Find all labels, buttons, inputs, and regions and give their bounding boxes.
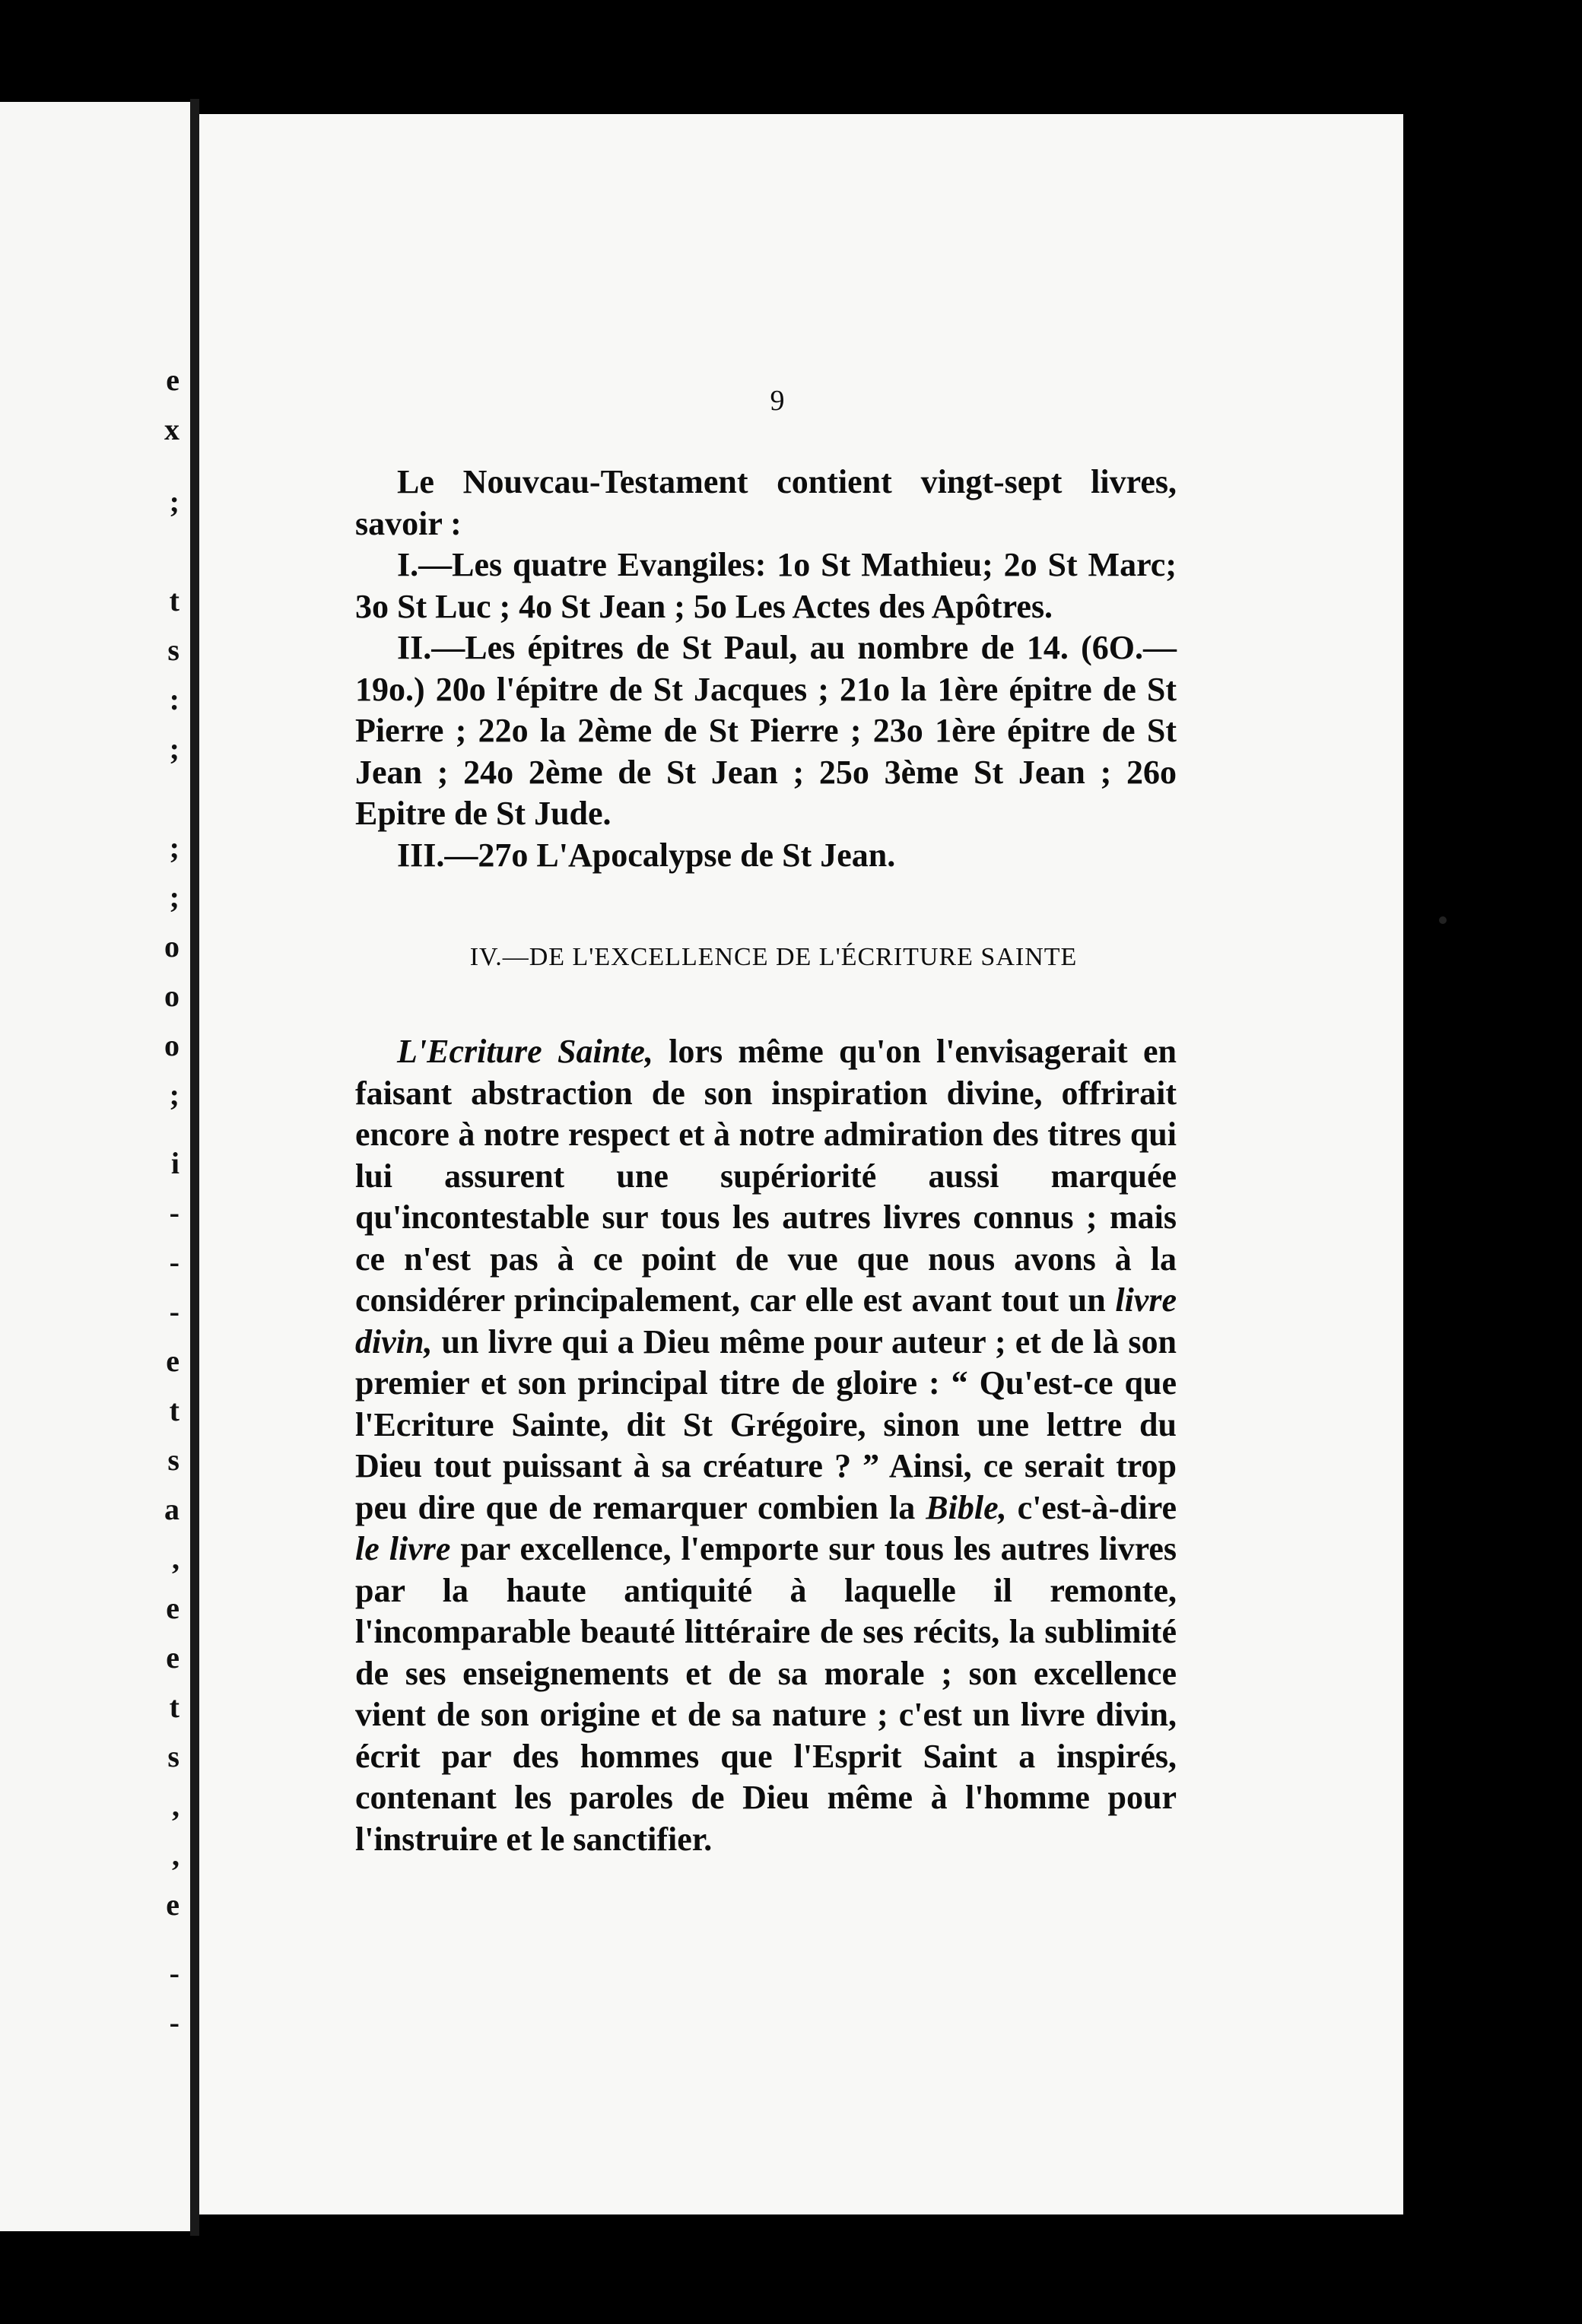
paragraph-gospels: I.—Les quatre Evangiles: 1o St Mathieu; 2o St Marc; 3o St Luc ; 4o St Jean ; 5o Les Actes des Apôtres.: [355, 546, 1177, 625]
left-page-fragment: ,: [172, 1838, 179, 1872]
left-page-fragment: x: [164, 412, 179, 446]
body-text-1: lors même qu'on l'envisagerait en faisant abstraction de son inspiration divine, offrirait encore à notre respect et à notre admiration des titres qui lui assurent une supériorité aussi marquée qu'incontestable sur tous les autres livres connus ; mais ce n'est pas à ce point de vue que nous avons à la considérer principalement, car elle est avant tout un: [355, 1033, 1177, 1319]
left-page-fragment: ;: [169, 880, 179, 914]
left-page-fragment: e: [166, 1887, 179, 1922]
body-text-2: un livre qui a Dieu même pour auteur ; et de là son premier et son principal titre de gloire : “ Qu'est-ce que l'Ecriture Sainte, dit St Grégoire, sinon une lettre du Dieu tout puissant à sa créature ? ” Ainsi, ce serait trop peu dire que de remarquer combien la: [355, 1322, 1177, 1526]
left-page-fragment: :: [169, 682, 179, 716]
left-page-fragment: s: [167, 633, 179, 667]
paragraph-new-testament: Le Nouvcau-Testament contient vingt-sept livres, savoir :: [355, 463, 1177, 542]
page-number: 9: [770, 385, 785, 417]
left-page-fragment: ;: [169, 1078, 179, 1112]
body-text-3: c'est-à-dire: [1006, 1488, 1177, 1526]
italic-le-livre: le livre: [355, 1530, 451, 1567]
left-page-edge: [0, 102, 190, 2231]
left-page-fragment: -: [169, 1195, 179, 1230]
left-page-fragment: e: [166, 1344, 179, 1378]
left-page-fragment: -: [169, 1245, 179, 1279]
left-page-fragment: a: [164, 1492, 179, 1526]
left-page-fragment: s: [167, 1443, 179, 1477]
page-content: [355, 384, 1177, 1860]
left-page-fragment: e: [166, 1591, 179, 1625]
paragraph-excellence: [355, 1031, 1177, 1860]
left-page-fragment: ,: [172, 1789, 179, 1823]
left-page-fragment: -: [169, 1294, 179, 1329]
left-page-fragment: e: [166, 1640, 179, 1675]
left-page-fragment: t: [169, 1393, 179, 1427]
left-page-fragment: e: [166, 363, 179, 397]
left-page-fragment: o: [164, 979, 179, 1013]
left-page-fragment: i: [170, 1146, 179, 1180]
left-page-fragment: ,: [172, 1541, 179, 1576]
italic-bible: Bible,: [926, 1488, 1007, 1526]
paper-speck: [1439, 916, 1447, 924]
italic-ecriture-sainte: L'Ecriture Sainte,: [397, 1033, 653, 1070]
left-page-fragment: t: [169, 583, 179, 618]
section-heading: IV.—DE L'EXCELLENCE DE L'ÉCRITURE SAINTE: [469, 943, 1078, 971]
left-page-fragment: ;: [169, 484, 179, 519]
left-page-fragment: o: [164, 929, 179, 964]
left-page-fragment: s: [167, 1739, 179, 1773]
italic-livre-divin: livre divin,: [355, 1281, 1177, 1360]
book-gutter: [190, 99, 199, 2236]
left-page-fragment: -: [169, 2005, 179, 2040]
right-page: [199, 114, 1403, 2214]
paragraph-apocalypse: III.—27o L'Apocalypse de St Jean.: [397, 836, 896, 874]
left-page-fragment: -: [169, 1956, 179, 1990]
left-page-fragment: t: [169, 1690, 179, 1724]
left-page-fragment: ;: [169, 830, 179, 865]
body-text-4: par excellence, l'emporte sur tous les autres livres par la haute antiquité à laquelle il remonte, l'incomparable beauté littéraire de ses récits, la sublimité de ses enseignements et de sa morale ; son excellence vient de son origine et de sa nature ; c'est un livre divin, écrit par des hommes que l'Esprit Saint a inspirés, contenant les paroles de Dieu même à l'homme pour l'instruire et le sanctifier.: [355, 1530, 1177, 1858]
left-page-fragment: o: [164, 1028, 179, 1062]
left-page-fragment: ;: [169, 732, 179, 766]
paragraph-epistles: II.—Les épitres de St Paul, au nombre de 14. (6O.—19o.) 20o l'épitre de St Jacques ; 21o la 1ère épitre de St Pierre ; 22o la 2ème de St Pierre ; 23o 1ère épitre de St Jean ; 24o 2ème de St Jean ; 25o 3ème St Jean ; 26o Epitre de St Jude.: [355, 629, 1177, 832]
